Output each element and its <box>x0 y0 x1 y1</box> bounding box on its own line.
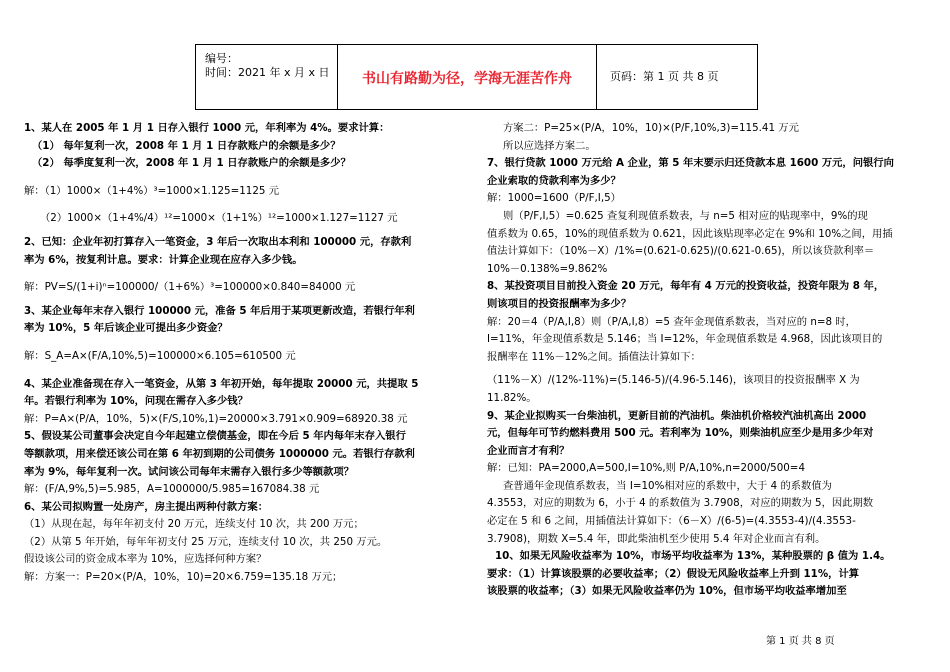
right-line: 10%－0.138%=9.862% <box>487 262 608 275</box>
right-line: 9、某企业拟购买一台柴油机，更新目前的汽油机。柴油机价格较汽油机高出 2000 <box>487 409 867 422</box>
time-label: 时间：2021 年 x 月 x 日 <box>205 66 330 79</box>
left-line: 解：P=A×(P/A，10%，5)×(F/S,10%,1)=20000×3.791×0.909=68920.38 元 <box>24 412 408 425</box>
left-line: 解：PV=S/(1+i)ⁿ=100000/（1+6%）³=100000×0.840=84000 元 <box>24 281 356 294</box>
left-line: 年。若银行利率为 10%，问现在需存入多少钱？ <box>24 395 248 408</box>
left-line: 3、某企业每年末存入银行 100000 元，准备 5 年后用于某项更新改造，若银行年利 <box>24 304 415 317</box>
right-line: 3.7908)，期数 X=5.4 年，即此柴油机至少使用 5.4 年对企业而言有利。 <box>487 532 826 545</box>
right-line: 8、某投资项目目前投入资金 20 万元，每年有 4 万元的投资收益，投资年限为 8 年， <box>487 280 885 293</box>
left-line: 2、已知：企业年初打算存入一笔资金，3 年后一次取出本利和 100000 元，存款利 <box>24 235 412 248</box>
left-line: （2）从第 5 年开始，每年年初支付 25 万元，连续支付 10 次，共 250 万元。 <box>24 535 388 548</box>
left-line: 1、某人在 2005 年 1 月 1 日存入银行 1000 元，年利率为 4%。要求计算： <box>24 122 390 134</box>
right-line: 7、银行贷款 1000 万元给 A 企业，第 5 年末要示归还贷款本息 1600 万元，问银行向 <box>487 157 894 170</box>
right-line: 报酬率在 11%－12%之间。插值法计算如下： <box>487 350 701 363</box>
right-line: 该股票的收益率；（3）如果无风险收益率仍为 10%，但市场平均收益率增加至 <box>487 585 847 598</box>
left-line: 解：(F/A,9%,5)=5.985，A=1000000/5.985=167084.38 元 <box>24 483 320 496</box>
left-line: 率为 6%，按复利计息。要求：计算企业现在应存入多少钱。 <box>24 253 303 266</box>
header-meta <box>196 45 338 109</box>
left-line: 假设该公司的资金成本率为 10%，应选择何种方案？ <box>24 553 267 566</box>
right-line: 则该项目的投资报酬率为多少？ <box>487 297 632 310</box>
left-line: （2）1000×（1+4%/4）¹²=1000×（1+1%）¹²=1000×1.127=1127 元 <box>40 212 398 225</box>
right-line: 值法计算如下：（10%－X）/1%=(0.621-0.625)/(0.621-0.65)，所以该贷款利率＝ <box>487 245 875 258</box>
right-line: 10、如果无风险收益率为 10%，市场平均收益率为 13%，某种股票的 β 值为 1.4。 <box>495 550 891 563</box>
left-column <box>24 120 454 587</box>
left-line: 率为 9%，每年复利一次。试问该公司每年末需存入银行多少等额款项？ <box>24 465 354 478</box>
right-line: 4.3553，对应的期数为 6，小于 4 的系数值为 3.7908，对应的期数为 5，因此期数 <box>487 497 874 510</box>
left-line: 解：（1）1000×（1+4%）³=1000×1.125=1125 元 <box>24 184 279 197</box>
left-line: 等额款项，用来偿还该公司在第 6 年初到期的公司债务 1000000 元。若银行存款利 <box>24 447 415 460</box>
right-line: 解：1000=1600（P/F,I,5） <box>487 192 621 205</box>
right-column <box>487 120 931 601</box>
left-line: 5、假设某公司董事会决定自今年起建立偿债基金，即在今后 5 年内每年末存入银行 <box>24 430 406 443</box>
right-line: （11%－X）/(12%-11%)=(5.146-5)/(4.96-5.146)，该项目的投资报酬率 X 为 <box>487 374 860 387</box>
right-line: I=11%，年金现值系数是 5.146；当 I=12%，年金现值系数是 4.968，因此该项目的 <box>487 333 883 346</box>
left-line: 解：方案一：P=20×(P/A，10%，10)=20×6.759=135.18 万元； <box>24 571 343 584</box>
header-table <box>195 44 758 110</box>
right-line: 解：20＝4（P/A,I,8）则（P/A,I,8）=5 查年金现值系数表，当对应的 n=8 时， <box>487 315 856 328</box>
right-line: 必定在 5 和 6 之间，用插值法计算如下：（6－X）/(6-5)=(4.3553-4)/(4.3553- <box>487 515 856 528</box>
right-line: 值系数为 0.65，10%的现值系数为 0.621，因此该贴现率必定在 9%和 10%之间，用插 <box>487 227 893 240</box>
motto: 书山有路勤为径，学海无涯苦作舟 <box>338 45 597 109</box>
right-line: 所以应选择方案二。 <box>503 139 596 152</box>
left-line: 4、某企业准备现在存入一笔资金，从第 3 年初开始，每年提取 20000 元，共提取 5 <box>24 377 419 390</box>
left-line: 6、某公司拟购置一处房产，房主提出两种付款方案： <box>24 500 268 513</box>
right-line: 元，但每年可节约燃料费用 500 元。若利率为 10%，则柴油机应至少是用多少年对 <box>487 427 874 440</box>
left-line: 解：S_A=A×(F/A,10%,5)=100000×6.105=610500 元 <box>24 349 296 362</box>
left-line: 率为 10%，5 年后该企业可提出多少资金？ <box>24 322 228 335</box>
left-line: （1） 每年复利一次，2008 年 1 月 1 日存款账户的余额是多少？ <box>32 139 341 152</box>
right-line: 查普通年金现值系数表，当 I=10%相对应的系数中，大于 4 的系数值为 <box>503 479 832 492</box>
number-label: 编号： <box>205 52 238 65</box>
right-line: 方案二：P=25×(P/A，10%，10)×(P/F,10%,3)=115.41 万元 <box>503 122 799 134</box>
right-line: 要求：（1）计算该股票的必要收益率；（2）假设无风险收益率上升到 11%，计算 <box>487 567 860 580</box>
left-line: （1）从现在起，每年年初支付 20 万元，连续支付 10 次，共 200 万元； <box>24 518 364 531</box>
page-label: 页码：第 1 页 共 8 页 <box>610 70 719 83</box>
right-line: 企业而言才有利？ <box>487 444 570 457</box>
right-line: 企业索取的贷款利率为多少？ <box>487 174 621 187</box>
right-line: 则（P/F,I,5）=0.625 查复利现值系数表，与 n=5 相对应的贴现率中，9%的现 <box>503 209 868 222</box>
right-line: 解：已知：PA=2000,A=500,I=10%,则 P/A,10%,n=2000/500=4 <box>487 462 805 475</box>
left-line: （2） 每季度复利一次，2008 年 1 月 1 日存款账户的余额是多少？ <box>32 157 351 170</box>
page-footer: 第 1 页 共 8 页 <box>766 636 835 647</box>
right-line: 11.82%。 <box>487 391 537 404</box>
